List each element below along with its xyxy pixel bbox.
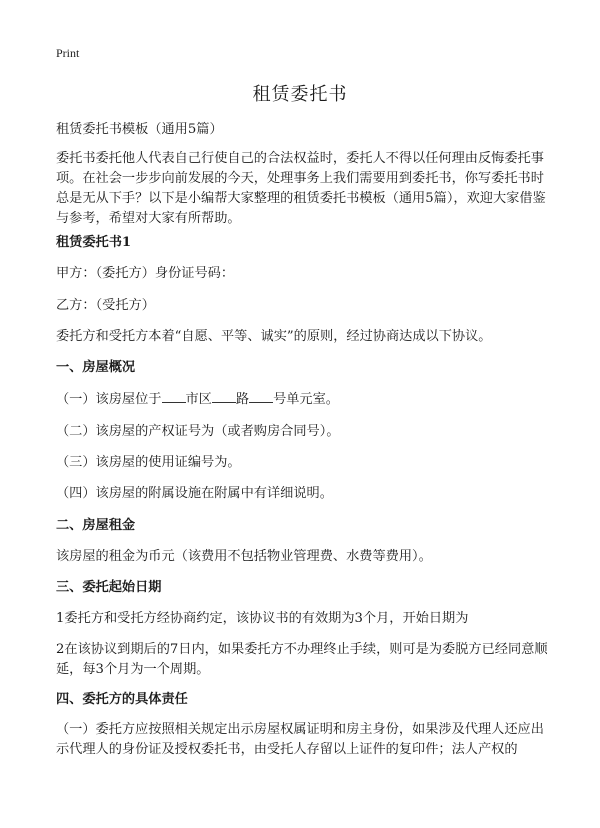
section-heading-1: 租赁委托书1 [56, 235, 132, 250]
overview-item-4: （四）该房屋的附属设施在附属中有详细说明。 [56, 486, 333, 501]
party-b: 乙方：（受托方） [56, 298, 155, 313]
overview-item-3: （三）该房屋的使用证编号为。 [56, 455, 241, 470]
heading-overview: 一、房屋概况 [56, 360, 136, 375]
overview-1-part-d: 号单元室。 [273, 392, 339, 407]
overview-1-part-a: （一）该房屋位于 [56, 392, 162, 407]
blank-line [212, 390, 236, 403]
date-item-1: 1委托方和受托方经协商约定，该协议书的有效期为3个月，开始日期为 [56, 611, 469, 626]
rent-text: 该房屋的租金为币元（该费用不包括物业管理费、水费等费用）。 [56, 549, 432, 564]
document-title: 租赁委托书 [252, 84, 348, 105]
overview-item-2: （二）该房屋的产权证号为（或者购房合同号）。 [56, 424, 340, 439]
subtitle: 租赁委托书模板（通用5篇） [56, 122, 223, 137]
overview-1-part-c: 路 [235, 392, 250, 407]
blank-line [162, 390, 186, 403]
heading-rent: 二、房屋租金 [56, 518, 136, 533]
principle-statement: 委托方和受托方本着“自愿、平等、诚实”的原则，经过协商达成以下协议。 [56, 329, 492, 344]
duty-item-1: （一）委托方应按照相关规定出示房屋权属证明和房主身份，如果涉及代理人还应出示代理人的身份证及授权委托书，由受托人存留以上证件的复印件；法人产权的 [56, 722, 544, 757]
party-a: 甲方：（委托方）身份证号码： [56, 266, 235, 281]
blank-line [249, 390, 273, 403]
overview-1-part-b: 市区 [185, 392, 212, 407]
heading-date: 三、委托起始日期 [56, 580, 162, 595]
intro-paragraph: 委托书委托他人代表自己行使自己的合法权益时，委托人不得以任何理由反悔委托事项。在社会一步步向前发展的今天，处理事务上我们需要用到委托书，你写委托书时总是无从下手？以下是小编帮大家整理的租赁委托书模板（通用5篇），欢迎大家借鉴与参考，希望对大家有所帮助。 [56, 151, 546, 226]
date-item-2: 2在该协议到期后的7日内，如果委托方不办理终止手续，则可是为委脱方已经同意顺延，每3个月为一个周期。 [56, 642, 548, 677]
overview-item-1 [56, 390, 556, 410]
print-link[interactable]: Print [56, 46, 80, 60]
heading-duty: 四、委托方的具体责任 [56, 692, 188, 707]
